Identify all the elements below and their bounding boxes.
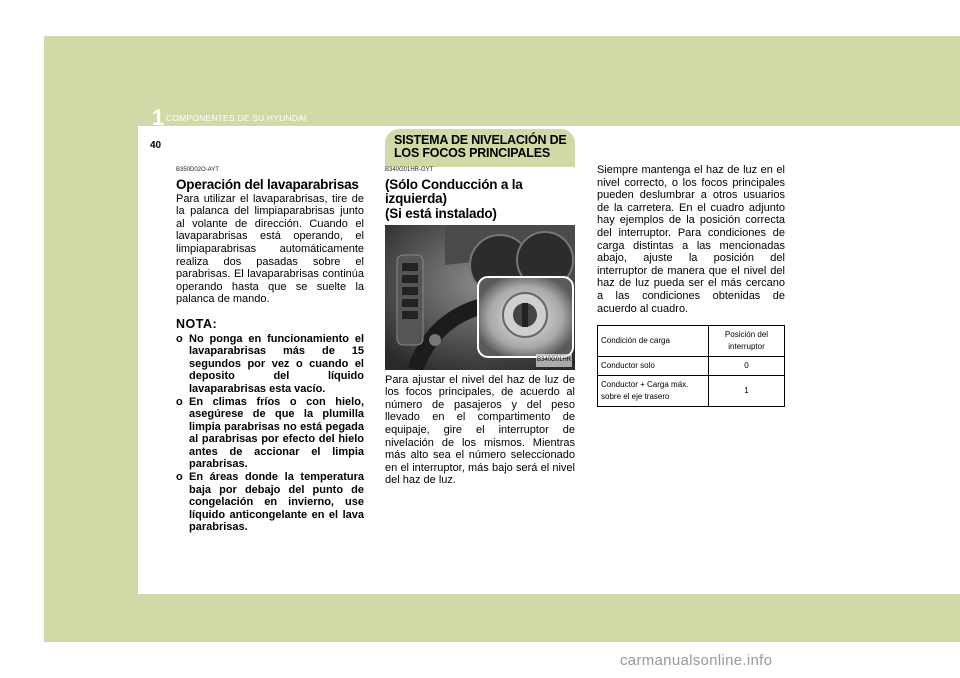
list-item <box>176 471 364 534</box>
leveling-heading-line1: (Sólo Conducción a la izquierda) <box>385 176 523 206</box>
footer-band <box>44 594 960 642</box>
table-cell: Conductor + Carga máx. sobre el eje trasero <box>598 376 709 407</box>
column-table <box>597 164 785 407</box>
table-cell: Conductor solo <box>598 357 709 376</box>
table-header-cell: Posición del interruptor <box>709 326 785 357</box>
table-row <box>598 357 785 376</box>
page-number: 40 <box>150 140 162 151</box>
section-code: B350D02O-AYT <box>176 167 219 173</box>
section-title-line2: LOS FOCOS PRINCIPALES <box>394 146 550 160</box>
table-cell: 1 <box>709 376 785 407</box>
image-code: B340G01HR <box>536 354 572 367</box>
level-instructions: Siempre mantenga el haz de luz en el nivel correcto, o los focos principales pueden deslumbrar a otros usuarios de la carretera. En el cuadro adjunto hay ejemplos de la posición correcta del interruptor. Para condiciones de carga distintas a las mencionadas abajo, ajuste la posición del interruptor de manera que el nivel del haz de luz pueda ser el más cercano a las condiciones obtenidas de acuerdo al cuadro. <box>597 164 785 315</box>
section-code: B340G01HR-GYT <box>385 167 434 173</box>
list-item-text: En climas fríos o con hielo, asegúrese de que la plumilla limpia parabrisas no está pegada al parabrisas por efecto del hielo antes de accionar el limpia parabrisas. <box>189 395 364 471</box>
column-leveling <box>385 164 575 487</box>
list-item-text: No ponga en funcionamiento el lavaparabrisas más de 15 segundos por vez o cuando el deposito del líquido lavaparabrisas esta vacío. <box>189 332 364 395</box>
dashboard-illustration <box>385 225 575 370</box>
list-item-text: En áreas donde la temperatura baja por debajo del punto de congelación en invierno, use líquido anticongelante en el lava parabrisas. <box>189 471 364 534</box>
section-title-line1: SISTEMA DE NIVELACIÓN DE <box>394 133 567 147</box>
table-cell: 0 <box>709 357 785 376</box>
bullet-mark: o <box>176 471 183 484</box>
bullet-mark: o <box>176 395 183 408</box>
chapter-number: 1 <box>152 105 165 130</box>
dashboard-photo <box>385 225 575 370</box>
watermark: carmanualsonline.info <box>620 652 773 669</box>
leveling-paragraph: Para ajustar el nivel del haz de luz de los focos principales, de acuerdo al número de pasajeros y del peso llevado en el compartimento de equipaje, gire el interruptor de nivelación de los mismos. Mientras más alto sea el número seleccionado en el interruptor, más bajo será el nivel del haz de luz. <box>385 373 575 487</box>
list-item <box>176 396 364 472</box>
washer-paragraph: Para utilizar el lavaparabrisas, tire de la palanca del limpiaparabrisas junto al volante de dirección. Cuando el lavaparabrisas está operando, el limpiaparabrisas automáticamente realiza dos pasadas sobre el parabrisas. El lavaparabrisas continúa operando hasta que se suelte la palanca de mando. <box>176 192 364 306</box>
side-band <box>44 36 138 642</box>
switch-position-table <box>597 325 785 407</box>
table-header-cell: Condición de carga <box>598 326 709 357</box>
column-washer <box>176 164 364 534</box>
list-item <box>176 333 364 396</box>
nota-list <box>176 333 364 535</box>
leveling-heading-line2: (Si está instalado) <box>385 205 497 221</box>
table-row <box>598 376 785 407</box>
washer-heading: Operación del lavaparabrisas <box>176 176 359 192</box>
section-title <box>394 134 574 160</box>
chapter-title: COMPONENTES DE SU HYUNDAI <box>166 113 307 123</box>
nota-label: NOTA: <box>176 316 218 331</box>
bullet-mark: o <box>176 332 183 345</box>
table-header-row <box>598 326 785 357</box>
